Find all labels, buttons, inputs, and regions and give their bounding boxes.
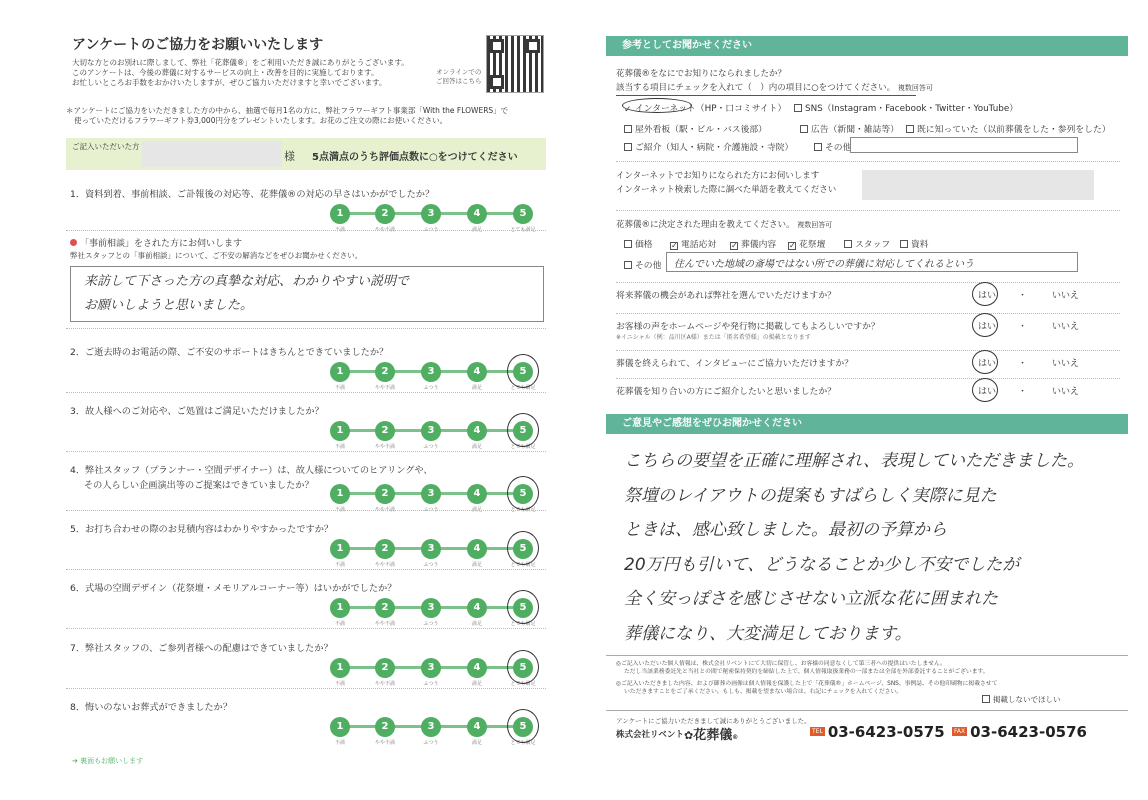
- scale-label: ふつう: [423, 621, 439, 627]
- dot-separator: ・: [1018, 387, 1028, 397]
- question-text: 1．資料到着、事前相談、ご訃報後の対応等、花葬儀®の対応の早さはいかがでしたか？: [70, 189, 435, 200]
- hw-rating-circle: [507, 531, 539, 565]
- scale-label: 満足: [471, 507, 482, 513]
- no-option[interactable]: いいえ: [1052, 322, 1080, 332]
- rating-option-4[interactable]: 4: [467, 484, 487, 504]
- rating-option-3[interactable]: 3: [421, 204, 441, 224]
- how-sns[interactable]: SNS（Instagram・Facebook・Twitter・YouTube）: [794, 101, 1018, 114]
- scale-label: ふつう: [423, 227, 439, 233]
- q-how-known: 花葬儀®をなにでお知りになられましたか？: [616, 69, 787, 79]
- no-publish-checkbox[interactable]: 掲載しないでほしい: [982, 694, 1061, 705]
- question-text: 2．ご逝去時のお電話の際、ご不安のサポートはきちんとできていましたか？: [70, 347, 389, 358]
- divider: [66, 688, 546, 689]
- survey-title: アンケートのご協力をお願いいたします: [72, 37, 324, 53]
- rating-option-4[interactable]: 4: [467, 598, 487, 618]
- yes-option[interactable]: はい: [978, 291, 997, 301]
- scale-label: やや不満: [374, 507, 395, 513]
- how-other[interactable]: その他: [814, 140, 851, 153]
- thanks-text: アンケートにご協力いただきまして誠にありがとうございました。: [616, 717, 811, 725]
- rating-option-4[interactable]: 4: [467, 204, 487, 224]
- rating-option-3[interactable]: 3: [421, 717, 441, 737]
- dot-separator: ・: [1018, 291, 1028, 301]
- rating-option-4[interactable]: 4: [467, 421, 487, 441]
- divider: [66, 569, 546, 570]
- q-internet-sub: インターネット検索した際に調べた単語を教えてください: [616, 185, 837, 195]
- divider: [616, 210, 1120, 211]
- scale-label: とても満足: [510, 562, 536, 568]
- rating-option-2[interactable]: 2: [375, 598, 395, 618]
- scale-label: とても満足: [510, 385, 536, 391]
- rating-option-5[interactable]: 5: [513, 658, 533, 678]
- rating-option-3[interactable]: 3: [421, 539, 441, 559]
- scale-label: 満足: [471, 562, 482, 568]
- hw-underline: [616, 95, 916, 96]
- scale-label: ふつう: [423, 681, 439, 687]
- company-name: 株式会社リベント: [616, 730, 684, 740]
- divider: [66, 510, 546, 511]
- privacy-notice: ◎ご記入いただいた個人情報は、株式会社リベントにて大切に保管し、お客様の同意なくして第三者への提供はいたしません。 ただし当該業務委託先と当社との間で秘密保持契約を締結した上で、個人情報取扱業務の一部または全部を外部委託することがございます。 ◎ご記入いただきました内容、および御葬の画像は個人情報を保護した上で「花葬儀®」ホームページ、SNS、事例誌、その他印刷物に掲載させて いただきますことをご了承ください。もしも、掲載を望まない場合は、右記にチェックを入れてください。: [616, 661, 998, 696]
- rating-instruction: 5点満点のうち評価点数に○をつけてください: [312, 152, 518, 163]
- scale-label: ふつう: [423, 562, 439, 568]
- divider: [66, 451, 546, 452]
- rating-option-5[interactable]: 5: [513, 717, 533, 737]
- rating-option-2[interactable]: 2: [375, 717, 395, 737]
- scale-label: 不満: [334, 507, 345, 513]
- how-referral[interactable]: ご紹介（知人・病院・介護施設・寺院）: [624, 140, 793, 153]
- yes-option[interactable]: はい: [978, 322, 997, 332]
- scale-label: やや不満: [374, 227, 395, 233]
- fax-block: FAX 03-6423-0576: [954, 723, 1087, 741]
- consult-answer: 来訪して下さった方の真摯な対応、わかりやすい説明で お願いしようと思いました。: [84, 274, 410, 313]
- rating-option-3[interactable]: 3: [421, 421, 441, 441]
- rating-option-4[interactable]: 4: [467, 539, 487, 559]
- scale-label: 満足: [471, 621, 482, 627]
- scale-label: ふつう: [423, 740, 439, 746]
- flower-icon: ✿: [684, 729, 694, 742]
- right-page: [574, 0, 1148, 800]
- scale-label: 不満: [334, 740, 345, 746]
- hw-rating-circle: [507, 413, 539, 447]
- dot-separator: ・: [1018, 322, 1028, 332]
- hw-rating-circle: [507, 354, 539, 388]
- rating-option-1[interactable]: 1: [330, 204, 350, 224]
- rating-option-5[interactable]: 5: [513, 539, 533, 559]
- how-billboard[interactable]: 屋外看板（駅・ビル・バス後部）: [624, 122, 767, 135]
- question-text: 6．式場の空間デザイン（花祭壇・メモリアルコーナー等）はいかがでしたか？: [70, 583, 397, 594]
- scale-label: やや不満: [374, 621, 395, 627]
- dot-separator: ・: [1018, 359, 1028, 369]
- rating-option-5[interactable]: 5: [513, 484, 533, 504]
- reason-content[interactable]: ✓ 葬儀内容: [731, 240, 777, 250]
- scale-label: 不満: [334, 385, 345, 391]
- yes-no-question: 花葬儀を知り合いの方にご紹介したいと思いましたか？: [616, 387, 836, 397]
- scale-label: 満足: [471, 385, 482, 391]
- sama-label: 様: [284, 150, 295, 163]
- yes-no-question: 葬儀を終えられて、インタビューにご協力いただけますか？: [616, 359, 853, 369]
- scale-label: やや不満: [374, 740, 395, 746]
- question-text: 5．お打ち合わせの際のお見積内容はわかりやすかったですか？: [70, 524, 334, 535]
- reason-staff[interactable]: スタッフ: [844, 237, 890, 250]
- intro-text: 大切な方とのお別れに際しまして、弊社「花葬儀®」をご利用いただき誠にありがとうございます。 このアンケートは、今後の葬儀に対するサービスの向上・改善を目的に実施しております。 お忙しいところお手数をおかけいたしますが、ぜひご協力いただけますと幸いでございます。: [72, 58, 409, 88]
- consult-sub: 弊社スタッフとの「事前相談」について、ご不安の解消などをぜひお聞かせください。: [70, 251, 363, 260]
- scale-label: 満足: [471, 740, 482, 746]
- yes-option[interactable]: はい: [978, 359, 997, 369]
- scale-label: 不満: [334, 621, 345, 627]
- no-option[interactable]: いいえ: [1052, 291, 1080, 301]
- tel-block: TEL 03-6423-0575: [812, 723, 945, 741]
- section-header-comments: ご意見やご感想をぜひお聞かせください: [606, 414, 1128, 434]
- question-text: 3．故人様へのご対応や、ご処置はご満足いただけましたか？: [70, 406, 324, 417]
- section-header-reference: 参考としてお聞かせください: [606, 36, 1128, 56]
- back-page-note: ➔ 裏面もお願いします: [72, 757, 144, 765]
- divider: [66, 628, 546, 629]
- divider: [616, 282, 1120, 283]
- rating-option-4[interactable]: 4: [467, 717, 487, 737]
- rating-option-3[interactable]: 3: [421, 484, 441, 504]
- reason-docs[interactable]: 資料: [900, 237, 929, 250]
- rating-option-2[interactable]: 2: [375, 539, 395, 559]
- scale-label: 不満: [334, 681, 345, 687]
- hw-yes-circle: [972, 313, 998, 337]
- scale-label: とても満足: [510, 507, 536, 513]
- hw-rating-circle: [507, 709, 539, 743]
- scale-label: 満足: [471, 444, 482, 450]
- rating-option-5[interactable]: 5: [513, 598, 533, 618]
- rating-option-5[interactable]: 5: [513, 362, 533, 382]
- rating-option-2[interactable]: 2: [375, 362, 395, 382]
- scale-label: 満足: [471, 227, 482, 233]
- question-text-line2: その人らしい企画演出等のご提案はできていましたか？: [84, 480, 314, 491]
- reason-other-answer: 住んでいた地域の斎場ではない所での葬儀に対応してくれるという: [674, 259, 974, 270]
- rating-option-2[interactable]: 2: [375, 658, 395, 678]
- hw-yes-circle: [972, 282, 998, 306]
- how-ad[interactable]: 広告（新聞・雑誌等）: [800, 122, 899, 135]
- divider: [616, 350, 1120, 351]
- scale-label: とても満足: [510, 444, 536, 450]
- reason-phone[interactable]: ✓ 電話応対: [671, 240, 717, 250]
- divider: [616, 378, 1120, 379]
- hw-rating-circle: [507, 590, 539, 624]
- reason-price[interactable]: 価格: [624, 237, 653, 250]
- scale-label: とても満足: [510, 227, 536, 233]
- hw-yes-circle: [972, 378, 998, 402]
- divider: [66, 230, 546, 231]
- question-text: 7．弊社スタッフの、ご参列者様への配慮はできていましたか？: [70, 643, 333, 654]
- hw-rating-circle: [507, 476, 539, 510]
- rating-option-1[interactable]: 1: [330, 717, 350, 737]
- hw-yes-circle: [972, 350, 998, 374]
- how-other-field[interactable]: [850, 137, 1078, 153]
- rating-option-2[interactable]: 2: [375, 484, 395, 504]
- scale-label: 不満: [334, 444, 345, 450]
- q-internet: インターネットでお知りになられた方にお伺いします: [616, 171, 820, 181]
- gift-note: ＊アンケートにご協力をいただきました方の中から、抽選で毎月1名の方に、弊社フラワーギフト事業部「With the FLOWERS」で 使っていただけるフラワーギフト券3,000円分をプレゼントいたします。お花のご注文の際にお使いください。: [66, 106, 509, 126]
- rating-option-1[interactable]: 1: [330, 598, 350, 618]
- hw-circle-internet: [622, 98, 692, 113]
- q-reason: 花葬儀®に決定された理由を教えてください。 複数回答可: [616, 220, 833, 230]
- reason-other[interactable]: その他: [624, 258, 661, 271]
- divider: [606, 710, 1128, 711]
- scale-label: やや不満: [374, 385, 395, 391]
- question-text: 8．悔いのないお葬式ができましたか？: [70, 702, 233, 713]
- rating-option-2[interactable]: 2: [375, 421, 395, 441]
- yes-no-question: お客様の声をホームページや発行物に掲載してもよろしいですか？: [616, 322, 880, 332]
- rating-option-1[interactable]: 1: [330, 484, 350, 504]
- divider: [606, 655, 1128, 656]
- scale-label: 不満: [334, 227, 345, 233]
- search-words-field[interactable]: [862, 170, 1094, 200]
- rating-option-1[interactable]: 1: [330, 539, 350, 559]
- scale-label: やや不満: [374, 681, 395, 687]
- rating-option-3[interactable]: 3: [421, 598, 441, 618]
- hw-rating-circle: [507, 650, 539, 684]
- yes-no-note: ※イニシャル（例：品川区A様）または「匿名希望様」の掲載となります: [616, 334, 811, 341]
- online-label: オンラインでの ご回答はこちら: [436, 68, 482, 85]
- rating-option-2[interactable]: 2: [375, 204, 395, 224]
- rating-option-5[interactable]: 5: [513, 204, 533, 224]
- comment-answer: こちらの要望を正確に理解され、表現していただきました。 祭壇のレイアウトの提案もすばらしく実際に見た ときは、感心致しました。最初の予算から 20万円も引いて、どうなることか少し不安でしたが 全く安っぽさを感じさせない立派な花に囲まれた 葬儀になり、大変満足しております。: [624, 451, 1085, 644]
- scale-label: やや不満: [374, 562, 395, 568]
- q-how-known-sub: 該当する項目にチェックを入れて（ ）内の項目に○をつけてください。 複数回答可: [616, 83, 933, 93]
- no-option[interactable]: いいえ: [1052, 387, 1080, 397]
- divider: [616, 161, 1120, 162]
- scale-label: とても満足: [510, 681, 536, 687]
- scale-label: 不満: [334, 562, 345, 568]
- reason-altar[interactable]: ✓ 花祭壇: [789, 240, 826, 250]
- consult-title: 「事前相談」をされた方にお伺いします: [70, 236, 242, 249]
- rating-option-3[interactable]: 3: [421, 658, 441, 678]
- scale-label: 満足: [471, 681, 482, 687]
- yes-no-question: 将来葬儀の機会があれば弊社を選んでいただけますか？: [616, 291, 836, 301]
- yes-option[interactable]: はい: [978, 387, 997, 397]
- how-known-before[interactable]: 既に知っていた（以前葬儀をした・参列をした）: [906, 122, 1111, 135]
- rating-option-3[interactable]: 3: [421, 362, 441, 382]
- scale-label: ふつう: [423, 385, 439, 391]
- scale-label: やや不満: [374, 444, 395, 450]
- name-field[interactable]: [142, 141, 282, 167]
- how-internet[interactable]: ✓ インターネット（HP・口コミサイト）: [624, 104, 787, 115]
- rating-option-1[interactable]: 1: [330, 658, 350, 678]
- qr-code[interactable]: [486, 35, 544, 93]
- rating-option-4[interactable]: 4: [467, 658, 487, 678]
- rating-option-4[interactable]: 4: [467, 362, 487, 382]
- divider: [616, 313, 1120, 314]
- rating-option-1[interactable]: 1: [330, 362, 350, 382]
- divider: [66, 392, 546, 393]
- rating-option-1[interactable]: 1: [330, 421, 350, 441]
- no-option[interactable]: いいえ: [1052, 359, 1080, 369]
- scale-label: ふつう: [423, 507, 439, 513]
- brand-logo: ✿花葬儀®: [684, 728, 739, 743]
- question-text: 4．弊社スタッフ（プランナー・空間デザイナー）は、故人様についてのヒアリングや、: [70, 465, 433, 476]
- name-label: ご記入いただいた方: [72, 142, 140, 151]
- rating-option-5[interactable]: 5: [513, 421, 533, 441]
- scale-label: とても満足: [510, 621, 536, 627]
- divider: [66, 328, 546, 329]
- scale-label: ふつう: [423, 444, 439, 450]
- scale-label: とても満足: [510, 740, 536, 746]
